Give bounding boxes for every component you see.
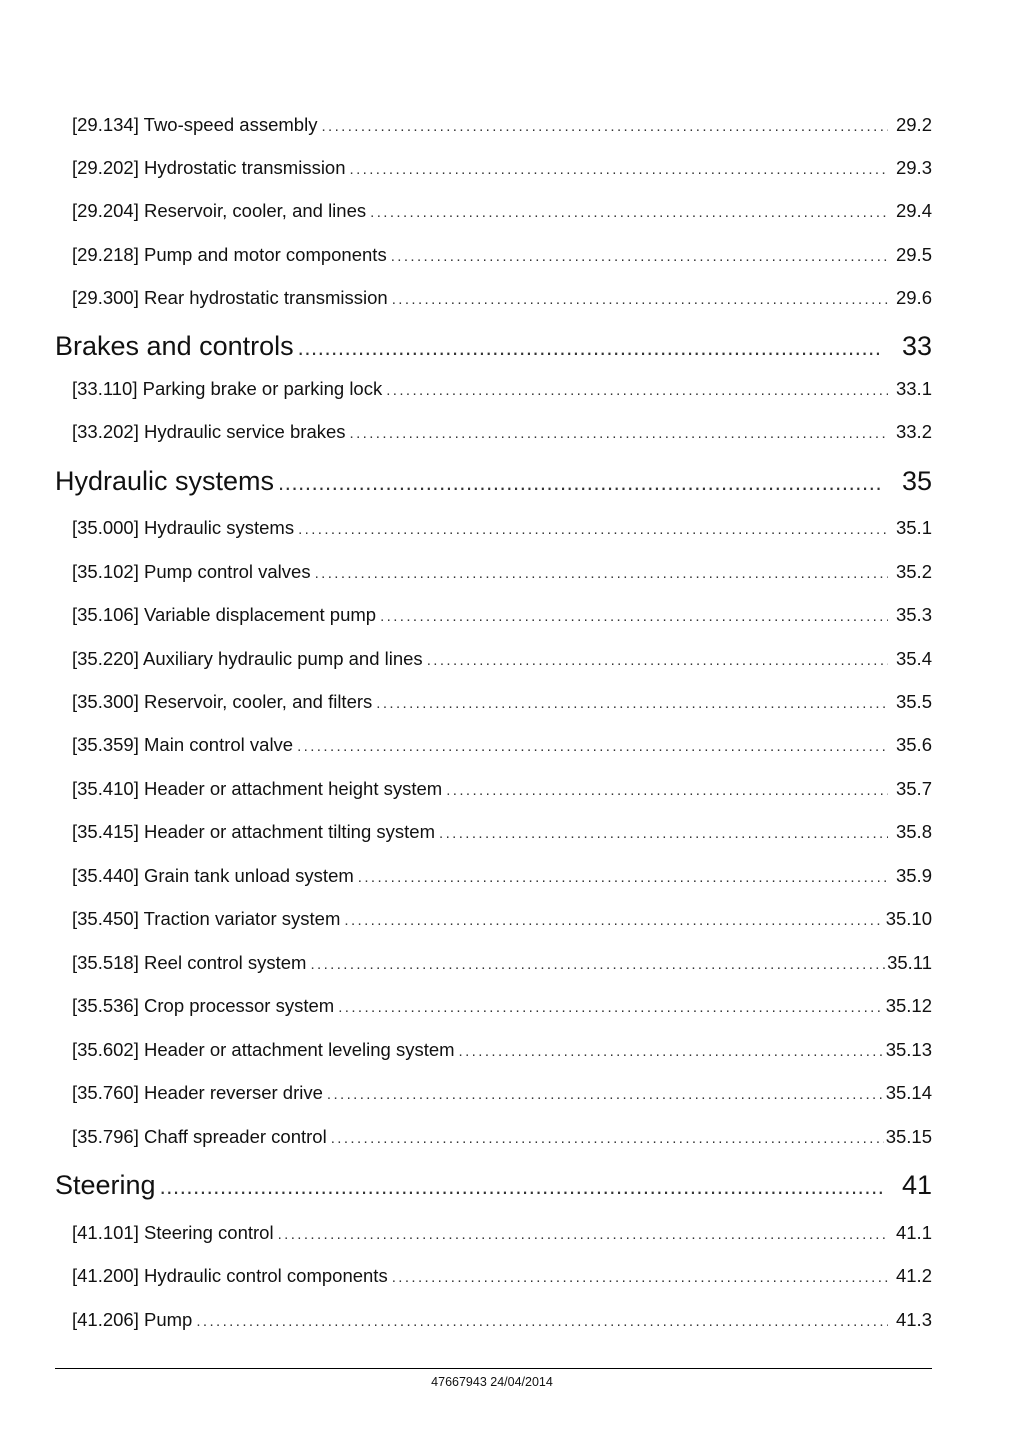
dot-leader <box>392 291 888 308</box>
toc-entry-title: [41.200] Hydraulic control components <box>72 1265 388 1286</box>
toc-entry-title: [33.110] Parking brake or parking lock <box>72 378 383 399</box>
toc-entry-page: 29.2 <box>895 114 932 135</box>
dot-leader <box>315 565 888 582</box>
toc-entry-title: [29.218] Pump and motor components <box>72 244 387 265</box>
dot-leader <box>358 869 888 886</box>
toc-entry-page: 33.1 <box>895 378 932 399</box>
toc-entry-page: 35.13 <box>885 1039 932 1060</box>
toc-entry[interactable] <box>72 157 932 179</box>
toc-entry-page: 35.14 <box>885 1082 932 1103</box>
toc-entry[interactable] <box>72 1222 932 1244</box>
toc-entry[interactable] <box>72 1309 932 1331</box>
toc-entry-page: 41.1 <box>895 1222 932 1243</box>
dot-leader <box>392 1269 888 1286</box>
toc-section-title: Steering <box>55 1170 156 1200</box>
dot-leader <box>160 1174 882 1200</box>
toc-section[interactable] <box>55 466 932 497</box>
dot-leader <box>427 652 888 669</box>
toc-entry-page: 35.2 <box>895 561 932 582</box>
footer-rule <box>55 1368 932 1369</box>
toc-entry-title: [35.410] Header or attachment height system <box>72 778 443 799</box>
toc-entry-title: [35.536] Crop processor system <box>72 995 335 1016</box>
toc-entry-page: 29.6 <box>895 287 932 308</box>
toc-entry-page: 35.8 <box>895 821 932 842</box>
toc-entry-page: 35.1 <box>895 517 932 538</box>
toc-entry-page: 33.2 <box>895 421 932 442</box>
toc-entry-page: 35.7 <box>895 778 932 799</box>
toc-entry-title: [29.202] Hydrostatic transmission <box>72 157 346 178</box>
toc-entry-title: [29.204] Reservoir, cooler, and lines <box>72 200 367 221</box>
toc-entry[interactable] <box>72 517 932 539</box>
dot-leader <box>446 782 888 799</box>
toc-entry[interactable] <box>72 734 932 756</box>
toc-entry-page: 35.11 <box>887 952 932 973</box>
dot-leader <box>297 738 888 755</box>
toc-entry[interactable] <box>72 1082 932 1104</box>
toc-entry-page: 35.4 <box>895 648 932 669</box>
toc-entry[interactable] <box>72 378 932 400</box>
toc-entry-page: 35.3 <box>895 604 932 625</box>
toc-entry-title: [35.760] Header reverser drive <box>72 1082 323 1103</box>
dot-leader <box>278 1226 888 1243</box>
toc-entry-page: 29.4 <box>895 200 932 221</box>
dot-leader <box>439 825 888 842</box>
dot-leader <box>376 695 888 712</box>
toc-entry[interactable] <box>72 200 932 222</box>
dot-leader <box>298 335 882 361</box>
toc-entry-title: [35.518] Reel control system <box>72 952 307 973</box>
dot-leader <box>196 1313 888 1330</box>
toc-entry[interactable] <box>72 561 932 583</box>
toc-entry-title: [35.102] Pump control valves <box>72 561 311 582</box>
dot-leader <box>386 382 888 399</box>
dot-leader <box>370 204 888 221</box>
toc-section-page: 33 <box>901 331 932 361</box>
toc-entry-title: [35.450] Traction variator system <box>72 908 341 929</box>
toc-entry-title: [29.134] Two-speed assembly <box>72 114 318 135</box>
dot-leader <box>380 608 888 625</box>
toc-entry[interactable] <box>72 995 932 1017</box>
toc-entry-page: 35.15 <box>885 1126 932 1147</box>
toc-entry-title: [35.602] Header or attachment leveling system <box>72 1039 455 1060</box>
dot-leader <box>331 1130 884 1147</box>
toc-entry[interactable] <box>72 604 932 626</box>
toc-entry-page: 35.9 <box>895 865 932 886</box>
toc-section-page: 35 <box>901 466 932 496</box>
toc-entry[interactable] <box>72 952 932 974</box>
toc-entry-title: [35.415] Header or attachment tilting system <box>72 821 435 842</box>
toc-entry-title: [41.101] Steering control <box>72 1222 274 1243</box>
toc-section-page: 41 <box>901 1170 932 1200</box>
toc-entry[interactable] <box>72 287 932 309</box>
toc-entry-title: [35.440] Grain tank unload system <box>72 865 354 886</box>
toc-entry-title: [41.206] Pump <box>72 1309 193 1330</box>
toc-entry-page: 35.5 <box>895 691 932 712</box>
toc-entry-title: [35.796] Chaff spreader control <box>72 1126 327 1147</box>
toc-section[interactable] <box>55 1170 932 1201</box>
toc-entry-page: 35.10 <box>885 908 932 929</box>
toc-entry-title: [35.000] Hydraulic systems <box>72 517 295 538</box>
toc-entry-title: [29.300] Rear hydrostatic transmission <box>72 287 388 308</box>
toc-section-title: Hydraulic systems <box>55 466 275 496</box>
toc-entry-title: [33.202] Hydraulic service brakes <box>72 421 346 442</box>
toc-section-title: Brakes and controls <box>55 331 294 361</box>
dot-leader <box>350 161 888 178</box>
toc-entry[interactable] <box>72 244 932 266</box>
dot-leader <box>344 912 883 929</box>
toc-entry-page: 29.3 <box>895 157 932 178</box>
toc-entry[interactable] <box>72 821 932 843</box>
toc-entry-page: 35.12 <box>885 995 932 1016</box>
toc-entry[interactable] <box>72 778 932 800</box>
toc-entry[interactable] <box>72 908 932 930</box>
toc-entry[interactable] <box>72 1265 932 1287</box>
dot-leader <box>310 956 885 973</box>
toc-entry[interactable] <box>72 648 932 670</box>
toc-entry-page: 35.6 <box>895 734 932 755</box>
toc-entry-title: [35.359] Main control valve <box>72 734 294 755</box>
dot-leader <box>459 1043 884 1060</box>
toc-entry[interactable] <box>72 1126 932 1148</box>
toc-entry[interactable] <box>72 1039 932 1061</box>
toc-entry[interactable] <box>72 865 932 887</box>
dot-leader <box>298 521 888 538</box>
toc-entry[interactable] <box>72 691 932 713</box>
toc-entry[interactable] <box>72 114 932 136</box>
dot-leader <box>321 118 888 135</box>
toc-entry-page: 41.2 <box>895 1265 932 1286</box>
toc-entry-page: 29.5 <box>895 244 932 265</box>
footer-doc-id-date: 47667943 24/04/2014 <box>431 1375 553 1389</box>
dot-leader <box>278 470 882 496</box>
dot-leader <box>327 1086 884 1103</box>
toc-entry-title: [35.220] Auxiliary hydraulic pump and lines <box>72 648 423 669</box>
toc-section[interactable] <box>55 331 932 362</box>
dot-leader <box>391 248 888 265</box>
toc-entry-title: [35.106] Variable displacement pump <box>72 604 377 625</box>
dot-leader <box>350 425 888 442</box>
dot-leader <box>338 999 884 1016</box>
toc-entry-title: [35.300] Reservoir, cooler, and filters <box>72 691 373 712</box>
toc-entry[interactable] <box>72 421 932 443</box>
toc-entry-page: 41.3 <box>895 1309 932 1330</box>
